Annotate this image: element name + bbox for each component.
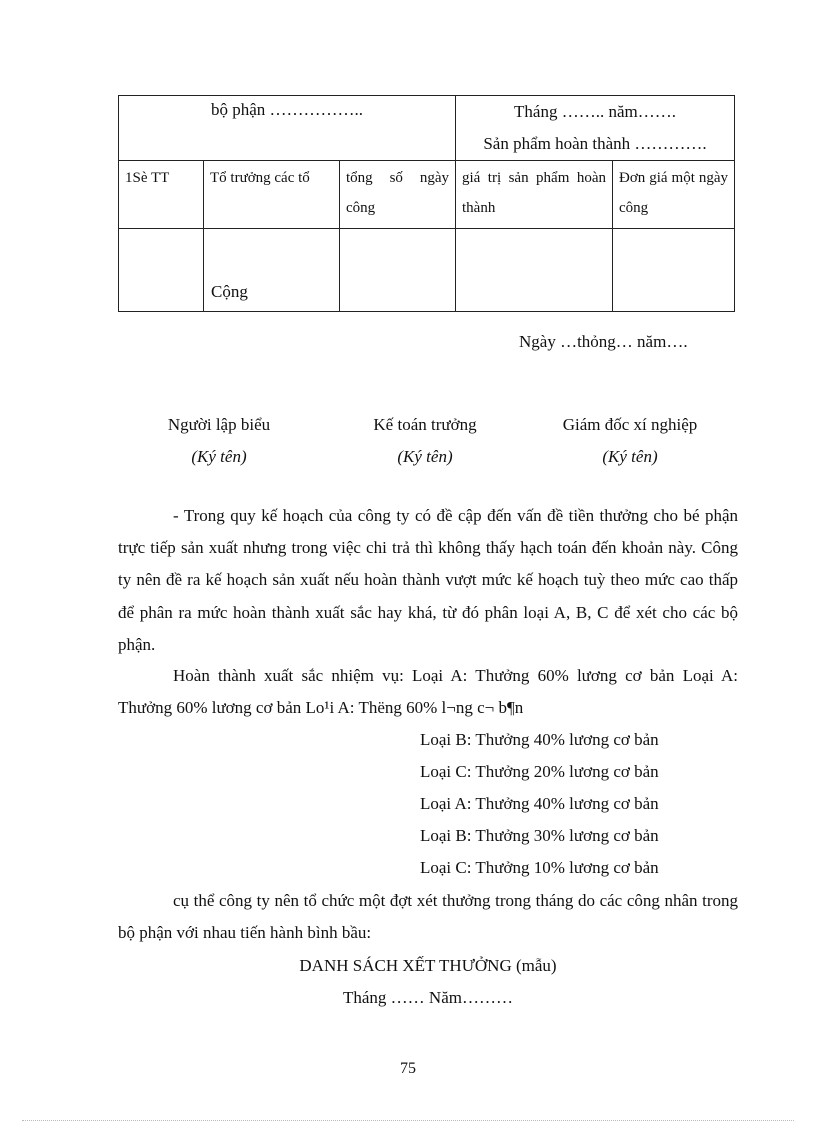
signature-note: (Ký tên) bbox=[602, 447, 658, 466]
total-label: Cộng bbox=[211, 282, 248, 301]
paragraph-evaluation: cụ thể công ty nên tổ chức một đợt xét thưởng trong tháng do các công nhân trong bộ phận với nhau tiến hành bình bầu: bbox=[118, 891, 738, 943]
bonus-list-item: Loại B: Thưởng 30% lương cơ bản bbox=[420, 826, 659, 845]
signature-note: (Ký tên) bbox=[397, 447, 453, 466]
signature-director bbox=[530, 415, 730, 467]
column-header: Tổ trưởng các tổ bbox=[204, 161, 340, 229]
table-cell bbox=[119, 229, 204, 312]
department-table bbox=[118, 95, 735, 312]
total-cell bbox=[204, 229, 340, 312]
list-month: Tháng …… Năm……… bbox=[343, 988, 513, 1007]
department-label: bộ phận …………….. bbox=[210, 100, 364, 119]
bonus-list-item: Loại A: Thưởng 40% lương cơ bản bbox=[420, 794, 659, 813]
list-title: DANH SÁCH XẾT THƯỞNG (mẫu) bbox=[299, 956, 557, 975]
column-header: tổng số ngày công bbox=[340, 161, 456, 229]
department-cell bbox=[119, 96, 456, 161]
page-number: 75 bbox=[400, 1060, 416, 1077]
table-cell bbox=[456, 229, 613, 312]
bonus-list-item: Loại B: Thưởng 40% lương cơ bản bbox=[420, 730, 659, 749]
column-header: Đơn giá một ngày công bbox=[613, 161, 735, 229]
signature-preparer bbox=[119, 415, 319, 467]
bonus-list-item: Loại C: Thưởng 10% lương cơ bản bbox=[420, 858, 659, 877]
paragraph-bonus-proposal: - Trong quy kế hoạch của công ty có đề cập đến vấn đề tiền thưởng cho bé phận trực tiếp sản xuất nhưng trong việc chi trả thì không thấy hạch toán đến khoản này. Công ty nên đề ra kế hoạch sản xuất nếu hoàn thành vượt mức kế hoạch tuỳ theo mức cao thấp để phân ra mức hoàn thành xuất sắc hay khá, từ đó phân loại A, B, C để xét cho các bộ phận. bbox=[118, 506, 738, 654]
signature-title: Người lập biểu bbox=[167, 415, 271, 434]
footer-divider bbox=[22, 1120, 794, 1121]
table-cell bbox=[340, 229, 456, 312]
column-header: giá trị sản phẩm hoàn thành bbox=[456, 161, 613, 229]
date-line: Ngày …thỏng… năm…. bbox=[519, 332, 688, 351]
product-label: Sản phẩm hoàn thành …………. bbox=[483, 134, 707, 153]
signature-title: Giám đốc xí nghiệp bbox=[562, 415, 698, 434]
table-cell bbox=[613, 229, 735, 312]
paragraph-bonus-levels: Hoàn thành xuất sắc nhiệm vụ: Loại A: Thưởng 60% lương cơ bản Loại A: Thưởng 60% lương cơ bản Lo¹i A: Thëng 60% l¬ng c¬ b¶n bbox=[118, 666, 738, 718]
signature-chief-accountant bbox=[325, 415, 525, 467]
month-product-cell bbox=[456, 96, 735, 161]
signature-note: (Ký tên) bbox=[191, 447, 247, 466]
bonus-list-item: Loại C: Thưởng 20% lương cơ bản bbox=[420, 762, 659, 781]
signature-title: Kế toán trưởng bbox=[373, 415, 477, 434]
month-year-label: Tháng …….. năm……. bbox=[514, 102, 676, 121]
column-header: 1Sè TT bbox=[119, 161, 204, 229]
